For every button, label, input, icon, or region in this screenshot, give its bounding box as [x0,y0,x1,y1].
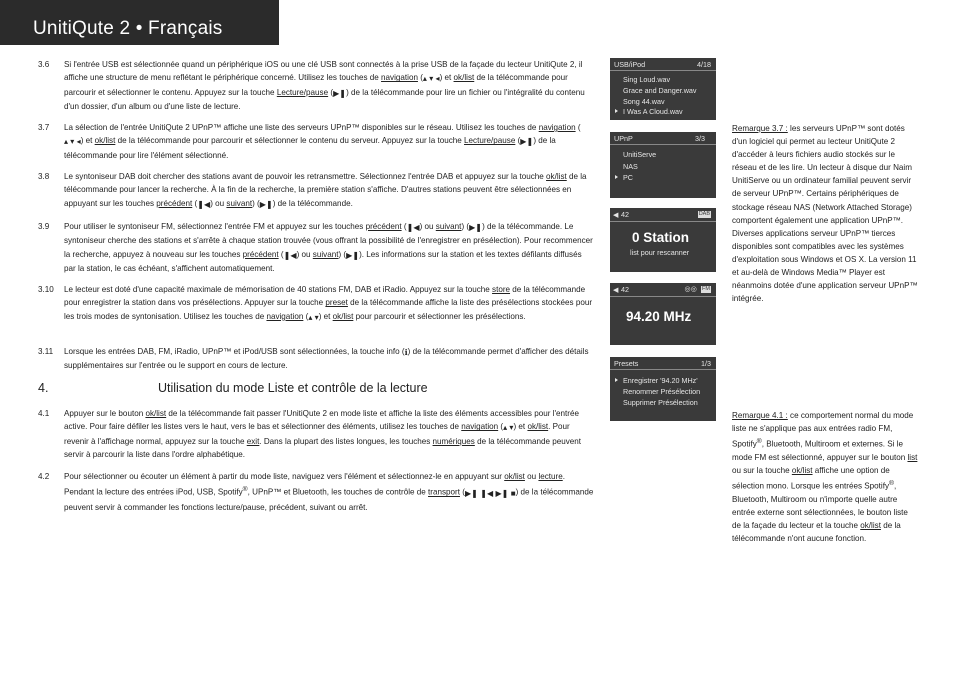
section-heading: Utilisation du mode Liste et contrôle de la lecture [158,381,428,395]
paragraph-4-1: Appuyer sur le bouton ok/list de la télécommande fait passer l'UnitiQute 2 en mode liste et affiche la liste des éléments accessibles pour l'entrée active. Pour faire défiler les listes vers le haut, vers le bas et sélectionner des éléments, utilisez les touches de navigation (▴ ▾) et ok/list. Pour revenir à l'affichage normal, appuyez sur la touche exit. Dans la plupart des listes longues, les touches numériques de la télécommande peuvent servir à parcourir la liste dans l'ordre alphabétique. [64,409,582,460]
previous-icon: ❚◀ [406,223,420,232]
paragraph-number: 4.1 [38,409,50,418]
speaker-icon: ◀ [613,210,619,219]
page-header [0,0,279,45]
previous-icon: ❚◀ [283,250,297,260]
section-number: 4. [38,381,49,395]
screen-title: UPnP [614,134,633,143]
list-item: I Was A Cloud.wav [623,107,683,116]
screen-count: 4/18 [697,60,711,69]
speaker-icon: ◀ [613,285,619,294]
nav-arrows-icon: ▴ ▾ ◂ [64,137,81,147]
volume-level: 42 [621,210,629,219]
remark-label: Remarque 3.7 : [732,124,788,133]
source-tag: FM [702,286,710,292]
paragraph-number: 4.2 [38,472,50,481]
selection-arrow-icon [615,175,618,179]
list-item: UnitiServe [623,150,657,159]
screen-title: Presets [614,359,639,368]
transport-controls-icon: ▶❚ ❚◀ ▶❚ ■ [464,489,516,499]
paragraph-number: 3.10 [38,285,54,294]
paragraph-number: 3.11 [38,347,54,356]
paragraph-number: 3.9 [38,222,50,231]
nav-arrows-icon: ▴ ▾ [503,423,514,433]
remark-3-7: Remarque 3.7 : les serveurs UPnP™ sont dotés d'un logiciel qui permet au lecteur UnitiQute 2 d'accéder à leurs fichiers audio stockés sur le réseau et de les lire. Un lecteur à disque dur Naim UnitiServe ou un ordinateur familial peuvent servir de serveur UPnP™. Certains périphériques de stockage réseau NAS (Network Attached Storage) comportent également une application UPnP™. Diverses applications serveur UPnP™ tierces disponibles sont compatibles avec les systèmes d'exploitation sous Windows et OS X. La version 11 et au-delà de Windows Media™ Player est néanmoins dotée d'une application serveur UPnP™ intégrée. [732,124,918,304]
paragraph-number: 3.7 [38,123,50,132]
next-icon: ▶❚ [259,199,273,209]
previous-icon: ❚◀ [197,199,211,209]
selection-arrow-icon [615,109,618,113]
paragraph-number: 3.6 [38,60,50,69]
display-usb-ipod [610,58,716,120]
selection-arrow-icon [615,378,618,382]
display-dab [610,208,716,272]
list-item: Enregistrer '94.20 MHz' [623,376,698,385]
paragraph-3-10: Le lecteur est doté d'une capacité maximale de mémorisation de 40 stations FM, DAB et iRadio. Appuyez sur la touche store de la télécommande pour enregistrer la station dans vos présélections. Appuyer sur la touche preset de la télécommande affiche la liste des présélections stockées pour les trois modes de syntonisation. Utilisez les touches de navigation (▴ ▾) et ok/list pour parcourir et sélectionner les présélections. [64,283,594,324]
paragraph-3-11: Lorsque les entrées DAB, FM, iRadio, UPnP™ et iPod/USB sont sélectionnées, la touche info (ℹ) de la télécommande permet d'afficher des détails supplémentaires sur l'entrée ou le support en cours de lecture. [64,347,589,371]
list-item: NAS [623,162,638,171]
remark-label: Remarque 4.1 : [732,411,788,420]
paragraph-3-9: Pour utiliser le syntoniseur FM, sélectionnez l'entrée FM et appuyez sur les touches précédent (❚◀) ou suivant) (▶❚) de la télécommande. Le syntoniseur cherche des stations et s'arrête à chaque station trouvée (vous offrant la possibilité de l'enregistrer en présélection). Pour recommencer la recherche, appuyez à nouveau sur les touches précédent (❚◀) ou suivant) (▶❚). Les informations sur la station et les textes défilants diffusés par la station, le cas échéant, s'affichent automatiquement. [64,222,593,274]
screen-count: 3/3 [695,134,705,143]
screen-count: 1/3 [701,359,711,368]
display-upnp [610,132,716,198]
list-item: Song 44.wav [623,97,665,106]
paragraph-3-6: Si l'entrée USB est sélectionnée quand un périphérique iOS ou une clé USB sont connectés à la prise USB de la façade du lecteur UnitiQute 2, il affiche une structure de menu reflétant le périphérique concerné. Utilisez les touches de navigation (▴ ▾ ◂) et ok/list de la télécommande pour parcourir et sélectionner le contenu. Appuyez sur la touche Lecture/pause (▶❚) de la télécommande pour lire un fichier ou l'intégralité du contenu d'un dossier, d'un album ou d'une liste de lecture. [64,60,585,112]
remark-4-1: Remarque 4.1 : ce comportement normal du mode liste ne s'applique pas aux entrées radio FM, Spotify®, Bluetooth, Multiroom et externes. Si le mode FM est sélectionné, appuyer sur le bouton list ou sur la touche ok/list affiche une option de sélection mono. Lorsque les entrées Spotify®, Bluetooth, Multiroom ou n'importe quelle autre entrée externe sont sélectionnées, le bouton liste de la façade du lecteur et la touche ok/list de la télécommande n'ont aucune fonction. [732,411,918,544]
list-item: Sing Loud.wav [623,75,671,84]
page-title: UnitiQute 2 • Français [33,18,223,39]
paragraph-number: 3.8 [38,172,50,181]
paragraph-4-2: Pour sélectionner ou écouter un élément à partir du mode liste, naviguez vers l'élément et sélectionnez-le en appuyant sur ok/list ou lecture. Pendant la lecture des entrées iPod, USB, Spotify®, UPnP™ et Bluetooth, les touches de contrôle de transport (▶❚ ❚◀ ▶❚ ■) de la télécommande peuvent servir à commander les fonctions lecture/pause, précédent, suivant ou arrêt. [64,472,594,512]
next-icon: ▶❚ [346,250,360,260]
info-icon: ℹ [404,348,408,357]
paragraph-3-7: La sélection de l'entrée UnitiQute 2 UPnP™ affiche une liste des serveurs UPnP™ disponibles sur le réseau. Utilisez les touches de navigation (▴ ▾ ◂) et ok/list de la télécommande pour parcourir et sélectionner le contenu du serveur. Appuyez sur la touche Lecture/pause (▶❚) de la télécommande pour lire l'élément sélectionné. [64,123,581,160]
station-subtext: list pour rescanner [630,248,690,257]
play-pause-icon: ▶❚ [333,88,347,98]
display-fm [610,283,716,345]
screen-title: USB/iPod [614,60,646,69]
list-item: Renommer Présélection [623,387,701,396]
station-display: 0 Station [632,230,690,245]
list-item: Supprimer Présélection [623,398,698,407]
display-presets [610,357,716,421]
nav-arrows-icon: ▴ ▾ [308,312,319,322]
stereo-icon: ◎◎ [684,284,697,293]
list-item: Grace and Danger.wav [623,86,697,95]
volume-level: 42 [621,285,629,294]
source-tag: DAB [698,211,710,217]
paragraph-3-8: Le syntoniseur DAB doit chercher des stations avant de pouvoir les retransmettre. Sélectionnez l'entrée DAB et appuyez sur la touche ok/list de la télécommande pour lancer la recherche. À la fin de la recherche, la première station s'affiche. D'autres stations peuvent être sélectionnées en appuyant sur les touches précédent (❚◀) ou suivant) (▶❚) de la télécommande. [64,170,594,211]
nav-arrows-icon: ▴ ▾ ◂ [422,74,440,84]
list-item: PC [623,173,633,182]
next-icon: ▶❚ [469,223,483,232]
play-pause-icon: ▶❚ [520,137,534,147]
frequency-display: 94.20 MHz [626,309,692,324]
